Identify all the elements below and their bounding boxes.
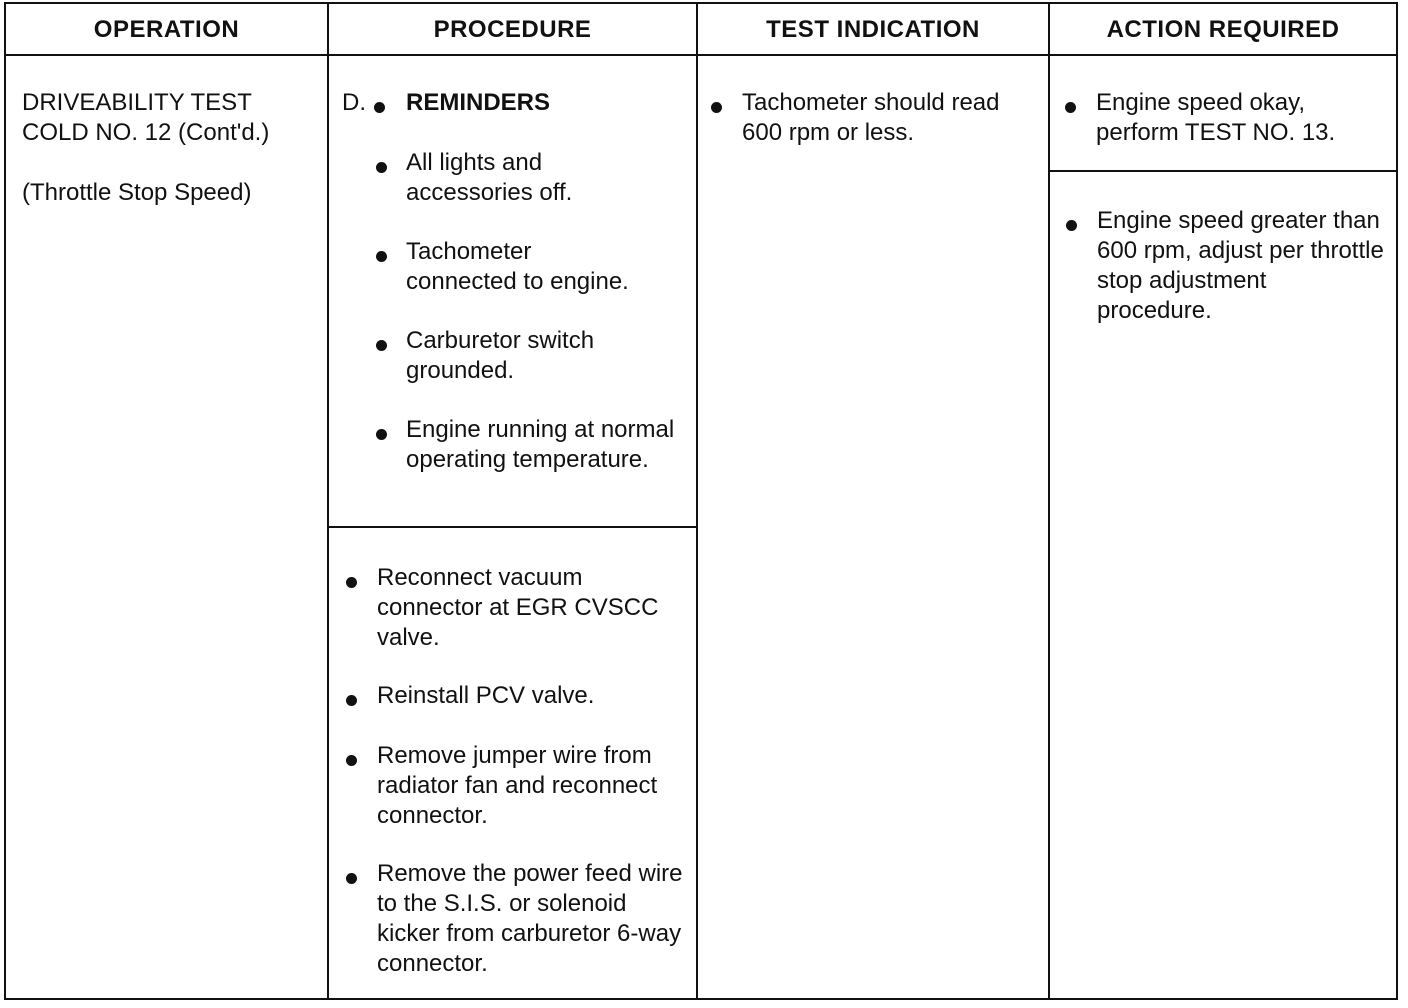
column-divider [1048,4,1050,998]
procedure-step: Reconnect vacuum connector at EGR CVSCC valve. [377,564,659,651]
bullet-icon [374,102,385,113]
procedure-step: Remove the power feed wire to the S.I.S. or solenoid kicker from carburetor 6-way connector. [377,860,683,977]
header-procedure: PROCEDURE [433,16,592,43]
bullet-icon [346,755,357,766]
action-item: Engine speed okay, perform TEST NO. 13. [1096,89,1336,146]
header-operation: OPERATION [93,16,240,43]
procedure-table [4,2,1398,1000]
action-item: Engine speed greater than 600 rpm, adjust per throttle stop adjustment procedure. [1097,207,1384,324]
operation-test-name [22,88,322,148]
reminder-item: Tachometer connected to engine. [406,238,629,295]
bullet-icon [376,429,387,440]
bullet-icon [346,873,357,884]
operation-subtitle: (Throttle Stop Speed) [22,179,252,206]
column-divider [327,4,329,998]
bullet-icon [346,577,357,588]
action-row-divider [1050,170,1396,172]
header-test-indication: TEST INDICATION [766,16,980,43]
header-action-required: ACTION REQUIRED [1106,16,1340,43]
reminder-item: Engine running at normal operating temperature. [406,416,675,473]
reminder-item: Carburetor switch grounded. [406,327,595,384]
bullet-icon [346,695,357,706]
procedure-section-title: REMINDERS [406,89,551,116]
bullet-icon [1066,220,1077,231]
procedure-section-label: D. [342,89,366,116]
reminder-item: All lights and accessories off. [406,149,573,206]
bullet-icon [376,251,387,262]
procedure-step: Reinstall PCV valve. [377,682,595,709]
test-indication-item: Tachometer should read 600 rpm or less. [742,89,1000,146]
procedure-row-divider [329,526,696,528]
bullet-icon [1065,102,1076,113]
bullet-icon [376,340,387,351]
column-divider [696,4,698,998]
procedure-step: Remove jumper wire from radiator fan and reconnect connector. [377,742,658,829]
operation-test-name-line2: COLD NO. 12 (Cont'd.) [22,119,270,146]
operation-test-name-line1: DRIVEABILITY TEST [22,89,252,116]
bullet-icon [711,102,722,113]
bullet-icon [376,162,387,173]
